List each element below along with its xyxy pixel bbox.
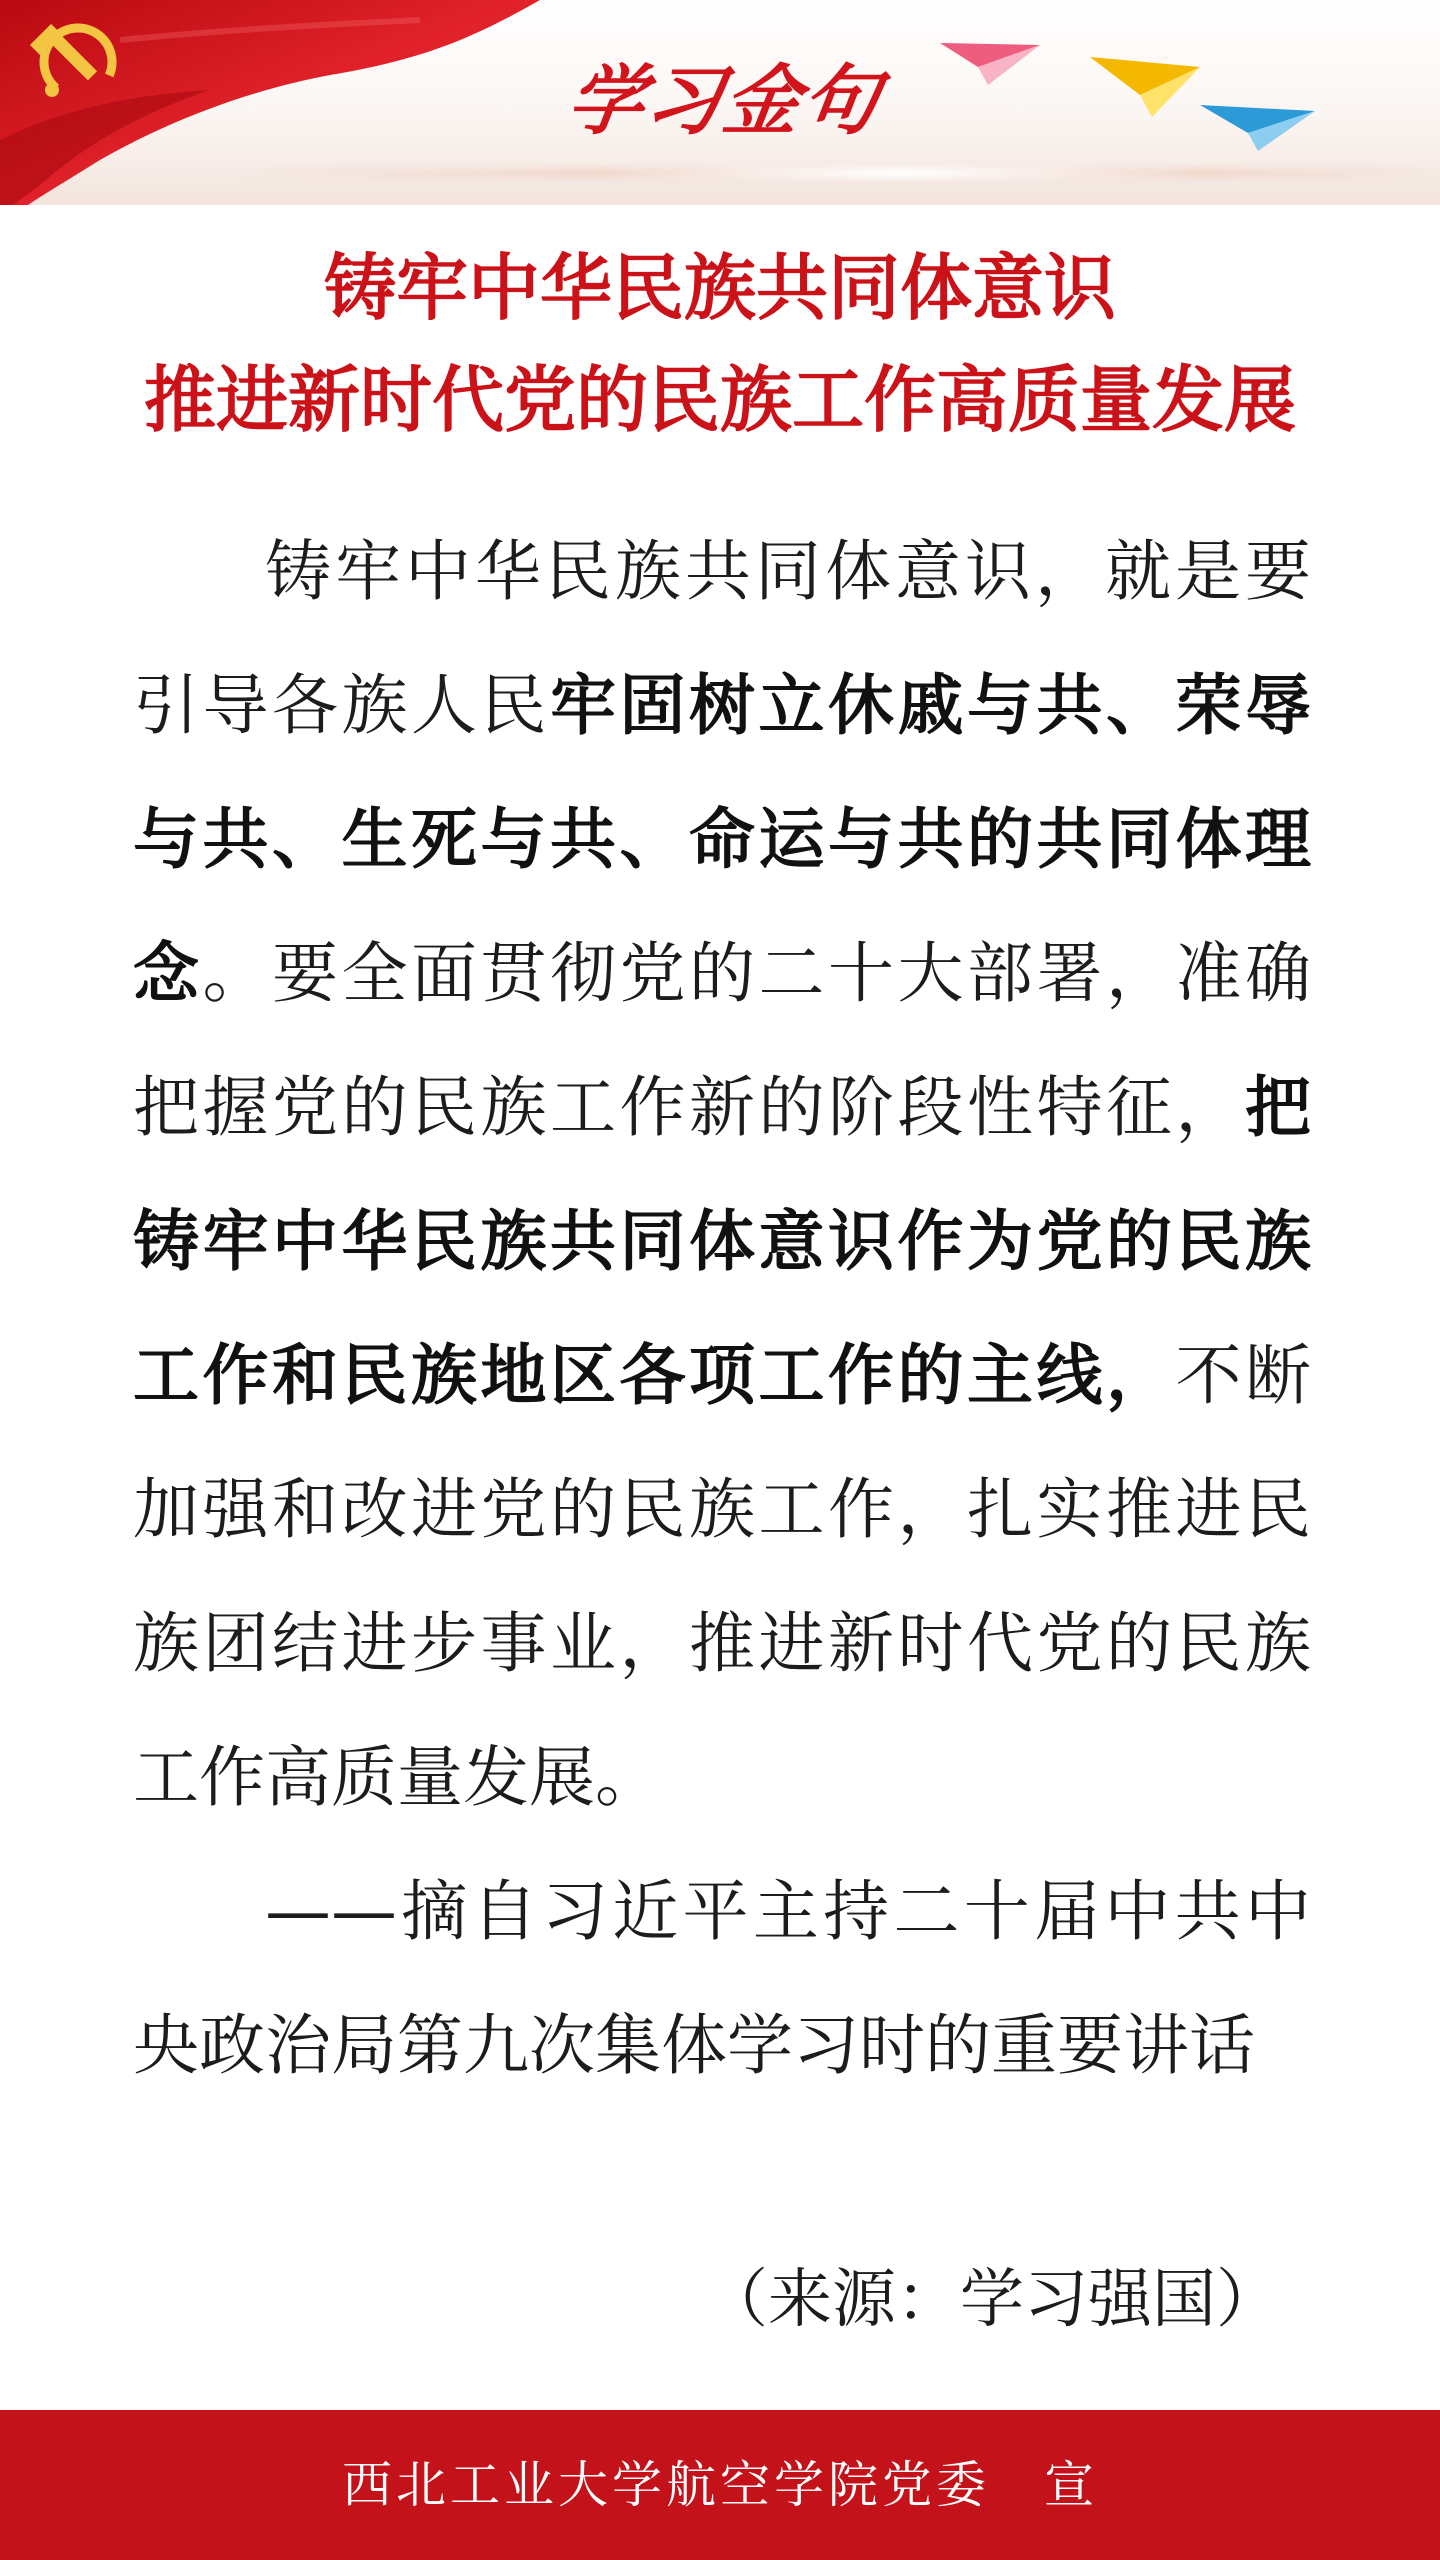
- quote-text: 。要全面贯彻党的二十大部署，准确把握党的民族工作新的阶段性特征，: [133, 935, 1311, 1146]
- red-flag-decoration: [0, 0, 560, 205]
- paper-plane-pink: [940, 43, 1040, 85]
- headline: [0, 232, 1440, 456]
- quote-text: 不断加强和改进党的民族工作，扎实推进民族团结进步事业，推进新时代党的民族工作高质量发展。: [133, 1337, 1311, 1816]
- source-note: （来源：学习强国）: [704, 2263, 1280, 2337]
- headline-line-2: 推进新时代党的民族工作高质量发展: [143, 357, 1296, 442]
- quote-paragraph: [133, 505, 1311, 1845]
- paper-plane-blue: [1200, 105, 1315, 151]
- footer-text: 西北工业大学航空学院党委 宣: [342, 2456, 1098, 2514]
- footer-bar: [0, 2410, 1440, 2560]
- quote-text: 铸牢中华民族共同体意识，就是要引导各族人民: [133, 533, 1311, 744]
- quote-emphasis-2: 把铸牢中华民族共同体意识作为党的民族工作和民族地区各项工作的主线，: [133, 1069, 1311, 1414]
- quote-body: [133, 505, 1311, 2113]
- attribution: ——摘自习近平主持二十届中共中央政治局第九次集体学习时的重要讲话: [133, 1873, 1311, 2084]
- paper-plane-icon: [930, 25, 1330, 155]
- quote-emphasis-1: 牢固树立休戚与共、荣辱与共、生死与共、命运与共的共同体理念: [133, 667, 1311, 1012]
- paper-plane-yellow: [1090, 57, 1200, 117]
- headline-line-1: 铸牢中华民族共同体意识: [323, 245, 1116, 330]
- header-banner: [0, 0, 1440, 205]
- banner-title: 学习金句: [561, 56, 887, 145]
